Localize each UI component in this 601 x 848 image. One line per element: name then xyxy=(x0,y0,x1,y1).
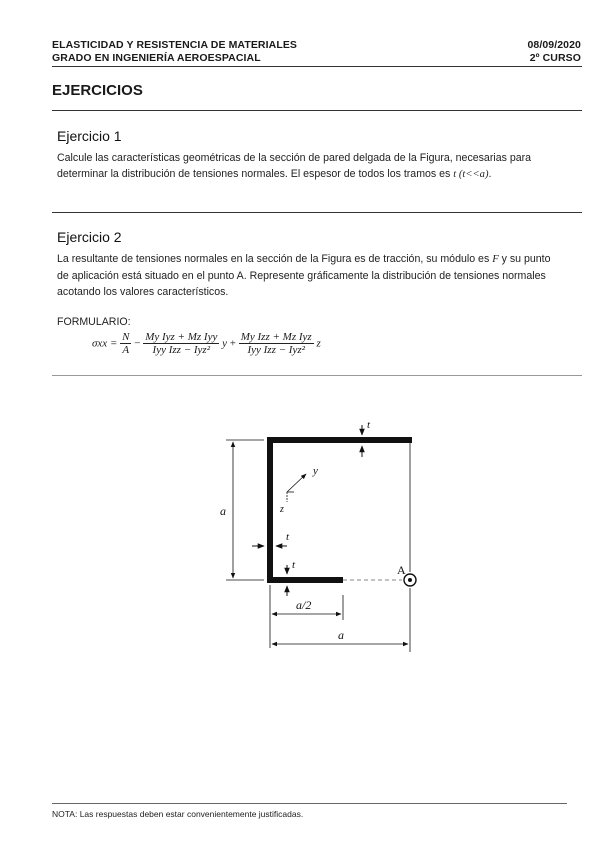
formula-var-z: z xyxy=(316,337,321,350)
ejercicio-1-line-2-end: . xyxy=(488,168,492,180)
formula-n: N xyxy=(122,331,130,343)
formula-term-z-num: My Izz + Mz Iyz xyxy=(240,331,312,343)
ejercicio-1-line-1: Calcule las características geométricas de la sección de pared delgada de la Figura, necesarias para xyxy=(57,152,532,164)
course-year: 2º CURSO xyxy=(529,52,581,64)
label-t-top: t xyxy=(367,419,371,431)
ejercicio-2-line-2: de aplicación está situado en el punto A. Represente gráficamente la distribución de tensiones normales xyxy=(57,270,546,282)
label-z: z xyxy=(280,504,284,515)
formula-a: A xyxy=(122,344,130,356)
formulario-label: FORMULARIO: xyxy=(57,316,131,328)
exam-date: 08/09/2020 xyxy=(527,39,581,51)
formula-var-y: y xyxy=(222,337,227,350)
ejercicio-2-line-1-end: y su punto xyxy=(498,253,551,265)
force-variable: F xyxy=(492,254,499,265)
label-point-a: A xyxy=(397,563,406,577)
degree-name: GRADO EN INGENIERÍA AEROESPACIAL xyxy=(52,52,261,64)
ejercicio-1-title: Ejercicio 1 xyxy=(57,128,122,144)
label-t-bottom: t xyxy=(292,559,296,571)
formula-term-y-num: My Iyz + Mz Iyy xyxy=(145,331,218,343)
formula-plus: + xyxy=(229,337,236,350)
ejercicio-2-line-1-text: La resultante de tensiones normales en la sección de la Figura es de tracción, su módulo es xyxy=(57,253,493,265)
ejercicio-2-line-3: acotando los valores característicos. xyxy=(57,286,229,298)
page-title: EJERCICIOS xyxy=(52,82,143,99)
label-y: y xyxy=(313,465,318,477)
formula-term-z-den: Iyy Izz − Iyz² xyxy=(247,344,305,356)
label-a-half: a/2 xyxy=(296,598,312,612)
label-a-vertical: a xyxy=(220,504,226,518)
footer-rule xyxy=(52,803,567,804)
formula-minus: − xyxy=(134,337,141,350)
thickness-condition: t (t<<a) xyxy=(453,169,489,180)
label-t-mid: t xyxy=(286,531,290,543)
label-a-horizontal: a xyxy=(338,628,344,642)
course-name: ELASTICIDAD Y RESISTENCIA DE MATERIALES xyxy=(52,39,298,51)
formula-term-y-den: Iyy Izz − Iyz² xyxy=(152,344,210,356)
footer-note: NOTA: Las respuestas deben estar convenientemente justificadas. xyxy=(52,809,304,819)
formula-lhs: σxx = xyxy=(92,337,118,350)
ejercicio-1-line-2-text: determinar la distribución de tensiones normales. El espesor de todos los tramos es xyxy=(57,168,454,180)
point-a-dot xyxy=(408,578,412,582)
y-axis xyxy=(287,474,306,492)
ejercicio-2-title: Ejercicio 2 xyxy=(57,229,122,245)
